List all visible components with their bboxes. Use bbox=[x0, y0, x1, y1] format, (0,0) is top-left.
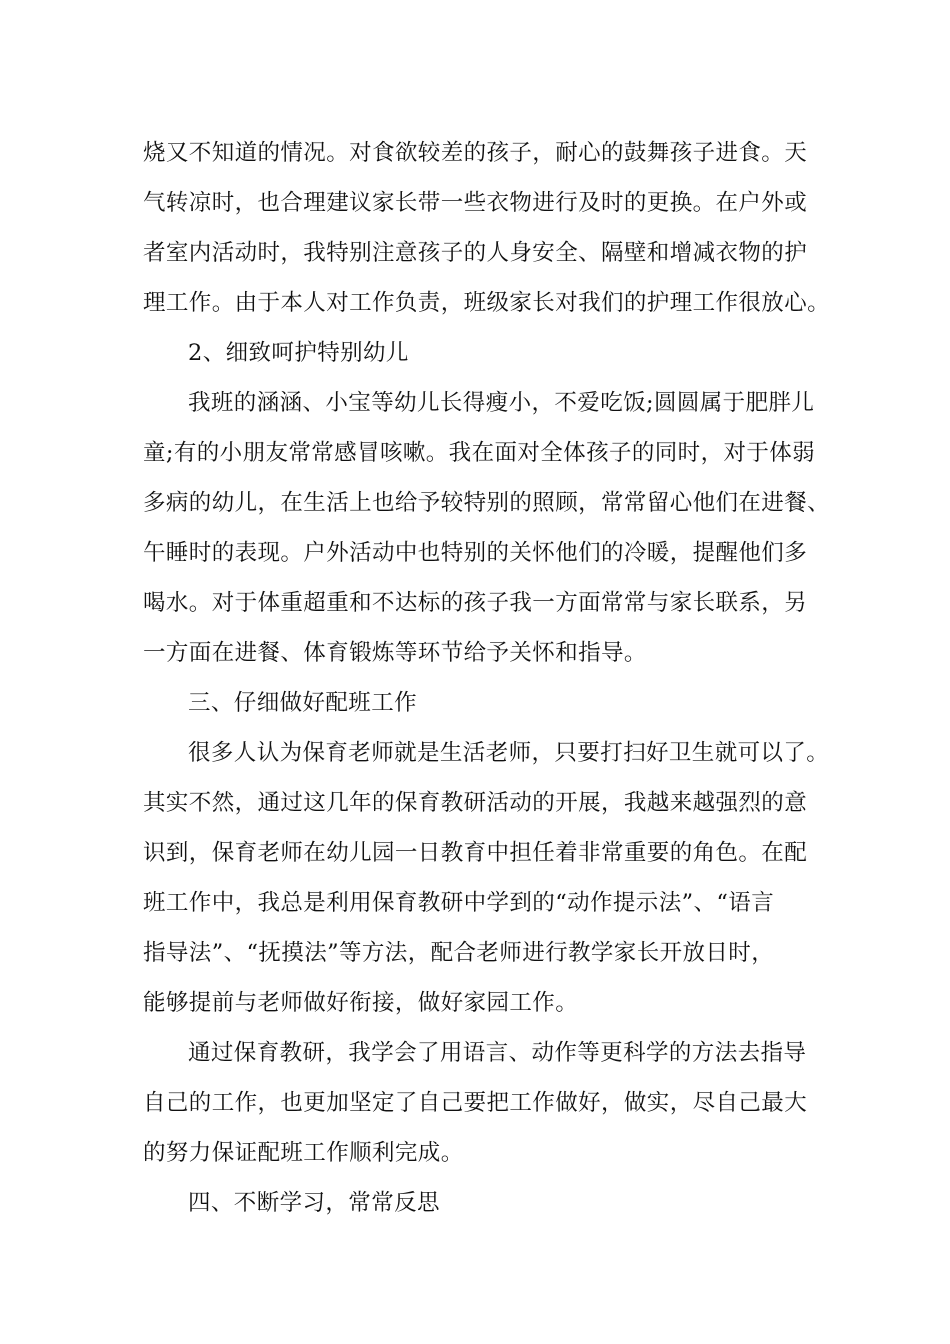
text-line: 童;有的小朋友常常感冒咳嗽。我在面对全体孩子的同时，对于体弱 bbox=[143, 440, 816, 466]
text-line: 一方面在进餐、体育锻炼等环节给予关怀和指导。 bbox=[143, 640, 647, 666]
text-line: 午睡时的表现。户外活动中也特别的关怀他们的冷暖，提醒他们多 bbox=[143, 540, 808, 566]
text-line: 者室内活动时，我特别注意孩子的人身安全、隔壁和增减衣物的护 bbox=[143, 240, 808, 266]
section-heading: 2、细致呵护特别幼儿 bbox=[188, 340, 409, 366]
text-line: 指导法”、“抚摸法”等方法，配合老师进行教学家长开放日时， bbox=[143, 940, 775, 966]
text-line: 很多人认为保育老师就是生活老师，只要打扫好卫生就可以了。 bbox=[188, 740, 830, 766]
text-line: 识到，保育老师在幼儿园一日教育中担任着非常重要的角色。在配 bbox=[143, 840, 808, 866]
text-line: 喝水。对于体重超重和不达标的孩子我一方面常常与家长联系，另 bbox=[143, 590, 808, 616]
section-heading: 三、仔细做好配班工作 bbox=[188, 690, 418, 716]
text-line: 自己的工作，也更加坚定了自己要把工作做好，做实，尽自己最大 bbox=[143, 1090, 808, 1116]
text-line: 其实不然，通过这几年的保育教研活动的开展，我越来越强烈的意 bbox=[143, 790, 808, 816]
text-line: 班工作中，我总是利用保育教研中学到的“动作提示法”、“语言 bbox=[143, 890, 775, 916]
text-line: 气转凉时，也合理建议家长带一些衣物进行及时的更换。在户外或 bbox=[143, 190, 808, 216]
text-line: 多病的幼儿，在生活上也给予较特别的照顾，常常留心他们在进餐、 bbox=[143, 490, 831, 516]
text-line: 理工作。由于本人对工作负责，班级家长对我们的护理工作很放心。 bbox=[143, 290, 831, 316]
text-line: 能够提前与老师做好衔接，做好家园工作。 bbox=[143, 990, 579, 1016]
section-heading: 四、不断学习，常常反思 bbox=[188, 1190, 440, 1216]
text-line: 烧又不知道的情况。对食欲较差的孩子，耐心的鼓舞孩子进食。天 bbox=[143, 140, 808, 166]
text-line: 通过保育教研，我学会了用语言、动作等更科学的方法去指导 bbox=[188, 1040, 807, 1066]
text-line: 的努力保证配班工作顺利完成。 bbox=[143, 1140, 464, 1166]
text-line: 我班的涵涵、小宝等幼儿长得瘦小，不爱吃饭;圆圆属于肥胖儿 bbox=[188, 390, 815, 416]
